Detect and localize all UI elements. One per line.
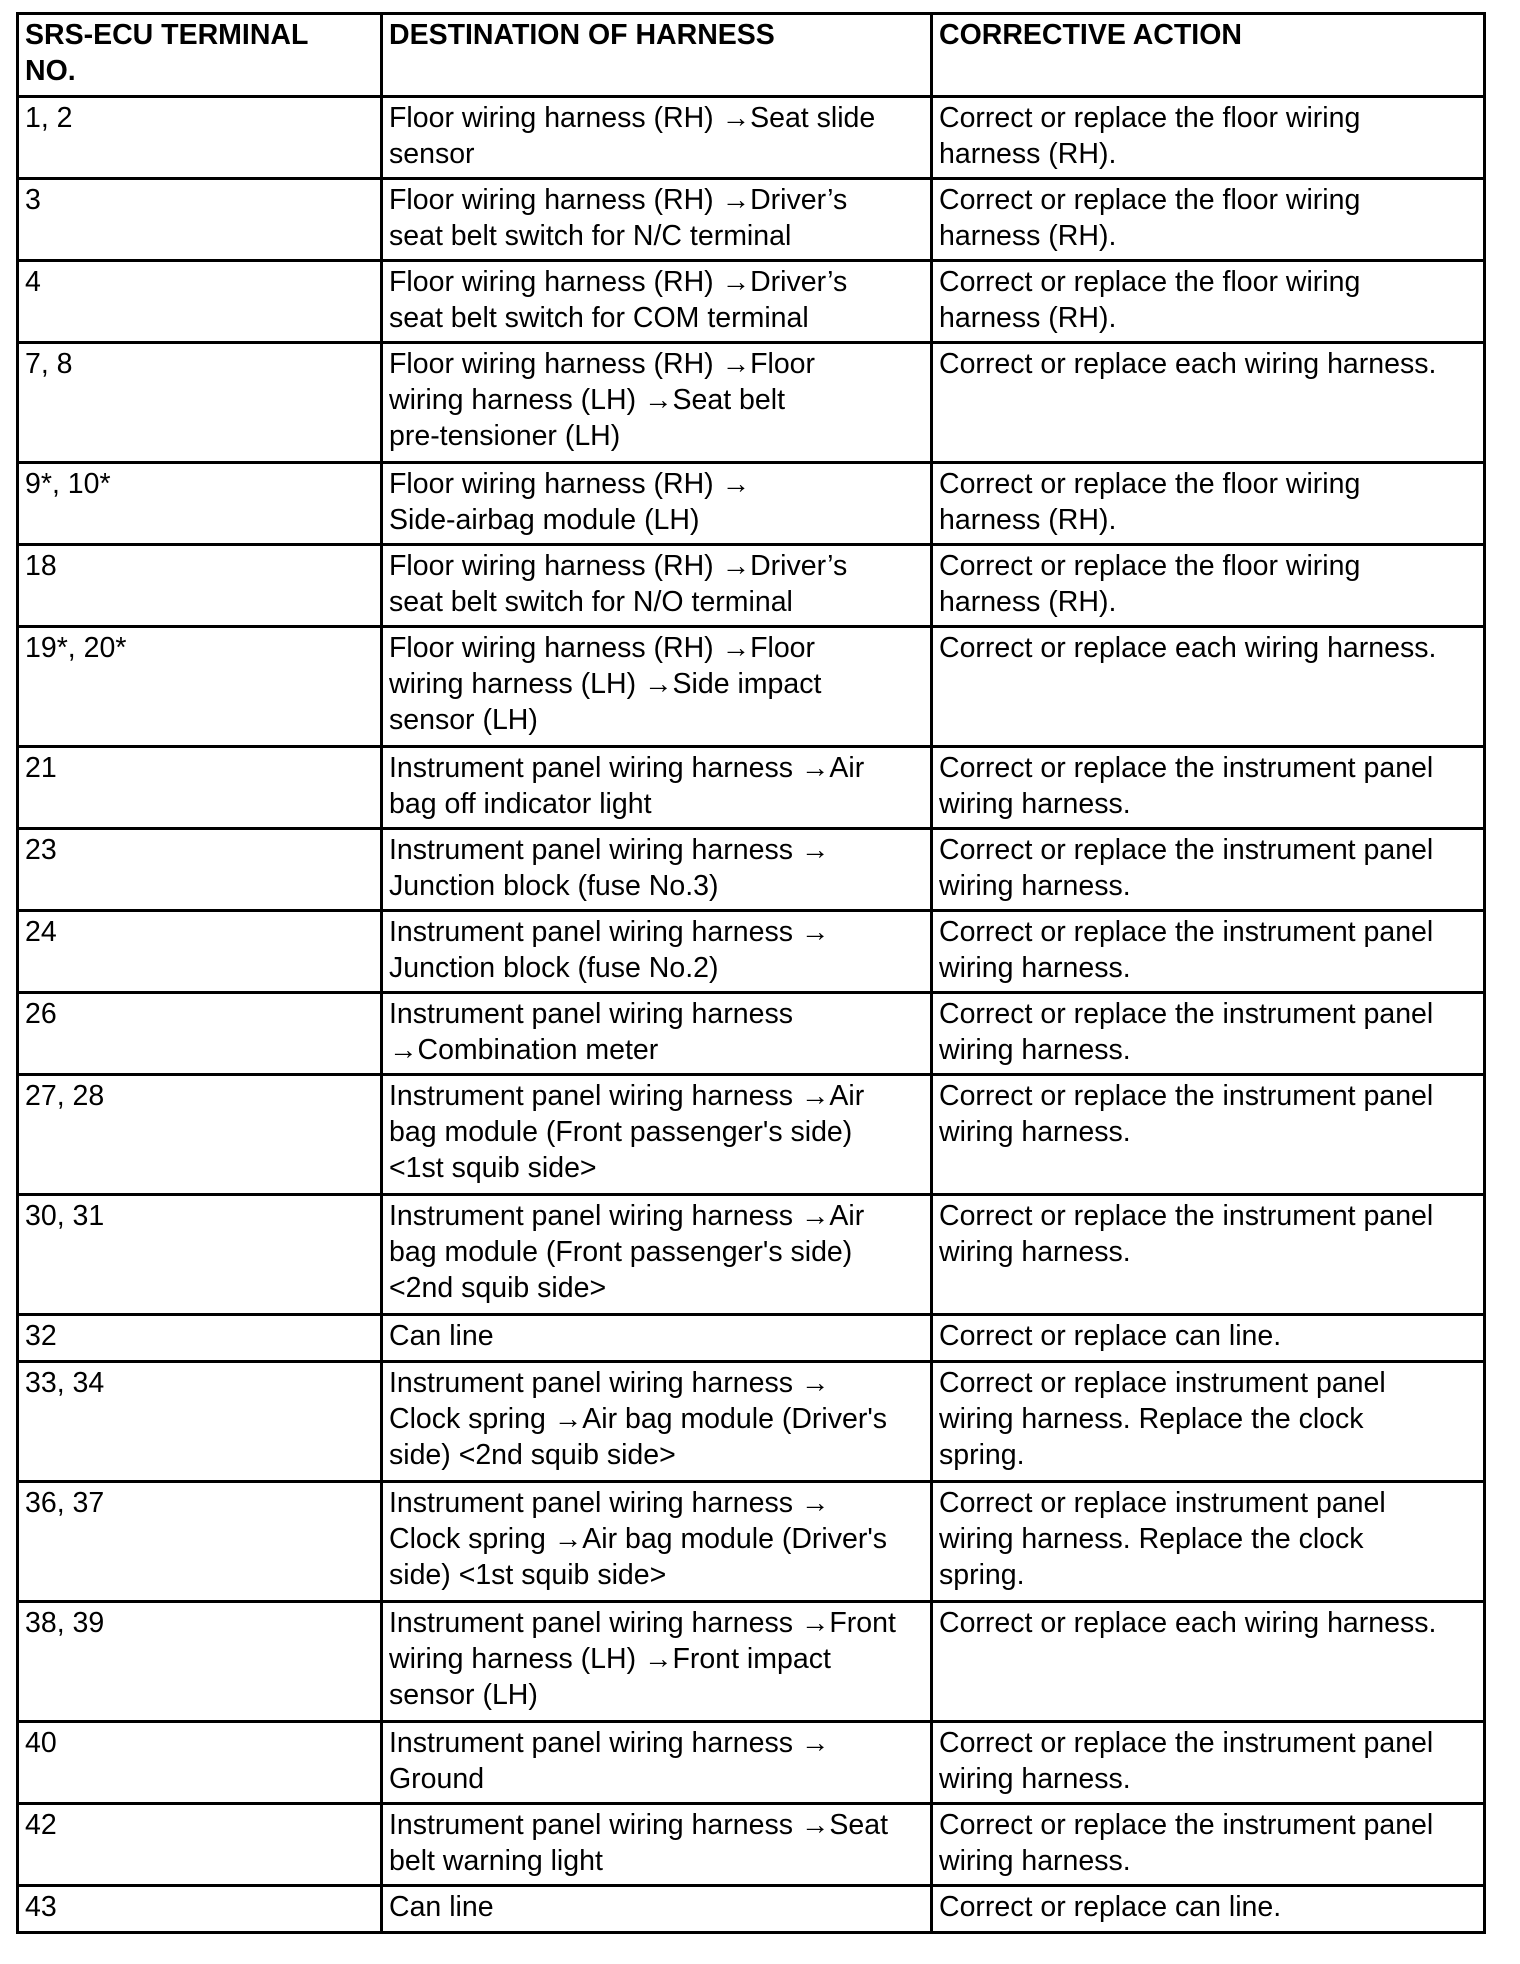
cell-corrective-action-line: Correct or replace each wiring harness. (939, 1607, 1437, 1639)
cell-destination-line: wiring harness (LH) →Side impact (389, 668, 822, 700)
table-row (18, 1075, 1485, 1195)
cell-corrective-action (932, 1362, 1485, 1482)
cell-corrective-action-line: wiring harness. (939, 952, 1131, 984)
cell-corrective-action (932, 747, 1485, 829)
table-row (18, 1804, 1485, 1886)
cell-terminal-no-line: 40 (25, 1727, 57, 1759)
cell-destination-line: seat belt switch for N/O terminal (389, 586, 793, 618)
table-row (18, 1315, 1485, 1362)
cell-destination-line: Side-airbag module (LH) (389, 504, 700, 536)
cell-destination-line: side) <2nd squib side> (389, 1439, 676, 1471)
cell-corrective-action-line: Correct or replace the floor wiring (939, 184, 1361, 216)
cell-terminal-no (18, 1315, 382, 1362)
cell-terminal-no (18, 911, 382, 993)
table-row (18, 829, 1485, 911)
cell-destination (382, 1362, 932, 1482)
cell-destination (382, 343, 932, 463)
cell-destination (382, 1722, 932, 1804)
cell-corrective-action-line: Correct or replace instrument panel (939, 1367, 1386, 1399)
cell-destination-line: Floor wiring harness (RH) →Seat slide (389, 102, 876, 134)
cell-destination (382, 993, 932, 1075)
table-row (18, 545, 1485, 627)
table-row (18, 97, 1485, 179)
cell-destination-line: Instrument panel wiring harness → (389, 834, 830, 866)
cell-terminal-no-line: 19*, 20* (25, 632, 127, 664)
header-line: SRS-ECU TERMINAL (25, 19, 309, 51)
table-row (18, 1722, 1485, 1804)
cell-terminal-no-line: 43 (25, 1891, 57, 1923)
cell-corrective-action (932, 97, 1485, 179)
cell-destination-line: Floor wiring harness (RH) →Driver’s (389, 266, 848, 298)
cell-corrective-action-line: Correct or replace the instrument panel (939, 1200, 1434, 1232)
cell-corrective-action-line: Correct or replace the instrument panel (939, 1080, 1434, 1112)
cell-destination (382, 911, 932, 993)
header-row (18, 14, 1485, 97)
header-line: CORRECTIVE ACTION (939, 19, 1242, 51)
cell-terminal-no-line: 21 (25, 752, 57, 784)
cell-destination-line: Instrument panel wiring harness → (389, 1367, 830, 1399)
table-row (18, 463, 1485, 545)
cell-corrective-action (932, 911, 1485, 993)
cell-corrective-action-line: wiring harness. Replace the clock (939, 1403, 1364, 1435)
cell-destination (382, 1195, 932, 1315)
cell-terminal-no (18, 1602, 382, 1722)
cell-terminal-no (18, 1804, 382, 1886)
cell-terminal-no-line: 23 (25, 834, 57, 866)
header-line: NO. (25, 55, 76, 87)
cell-destination-line: <1st squib side> (389, 1152, 597, 1184)
cell-terminal-no (18, 545, 382, 627)
cell-terminal-no-line: 3 (25, 184, 41, 216)
cell-terminal-no-line: 18 (25, 550, 57, 582)
cell-destination (382, 1804, 932, 1886)
cell-destination-line: Ground (389, 1763, 485, 1795)
cell-destination-line: wiring harness (LH) →Front impact (389, 1643, 831, 1675)
cell-terminal-no-line: 7, 8 (25, 348, 73, 380)
cell-corrective-action-line: spring. (939, 1559, 1025, 1591)
cell-corrective-action (932, 1886, 1485, 1933)
cell-terminal-no-line: 27, 28 (25, 1080, 105, 1112)
cell-corrective-action-line: harness (RH). (939, 220, 1117, 252)
cell-terminal-no-line: 33, 34 (25, 1367, 105, 1399)
cell-destination-line: Instrument panel wiring harness →Seat (389, 1809, 889, 1841)
cell-destination (382, 261, 932, 343)
cell-corrective-action (932, 545, 1485, 627)
cell-corrective-action-line: harness (RH). (939, 302, 1117, 334)
table-row (18, 179, 1485, 261)
cell-terminal-no (18, 261, 382, 343)
cell-corrective-action-line: Correct or replace the floor wiring (939, 468, 1361, 500)
cell-terminal-no (18, 829, 382, 911)
cell-terminal-no-line: 42 (25, 1809, 57, 1841)
cell-destination (382, 1602, 932, 1722)
header-terminal-no (18, 14, 382, 97)
cell-corrective-action (932, 829, 1485, 911)
cell-corrective-action (932, 261, 1485, 343)
cell-destination (382, 463, 932, 545)
cell-terminal-no-line: 26 (25, 998, 57, 1030)
cell-corrective-action (932, 179, 1485, 261)
cell-destination (382, 627, 932, 747)
cell-corrective-action-line: Correct or replace the floor wiring (939, 102, 1361, 134)
cell-corrective-action-line: Correct or replace the instrument panel (939, 752, 1434, 784)
cell-corrective-action-line: Correct or replace instrument panel (939, 1487, 1386, 1519)
table-row (18, 343, 1485, 463)
cell-corrective-action (932, 993, 1485, 1075)
cell-destination-line: Instrument panel wiring harness →Front (389, 1607, 896, 1639)
cell-terminal-no-line: 1, 2 (25, 102, 73, 134)
table-row (18, 1362, 1485, 1482)
cell-destination-line: Can line (389, 1891, 494, 1923)
cell-destination-line: sensor (LH) (389, 1679, 538, 1711)
srs-terminal-table (16, 12, 1486, 1934)
header-line: DESTINATION OF HARNESS (389, 19, 775, 51)
cell-terminal-no (18, 993, 382, 1075)
cell-corrective-action (932, 1075, 1485, 1195)
header-destination (382, 14, 932, 97)
cell-corrective-action-line: Correct or replace the instrument panel (939, 998, 1434, 1030)
cell-corrective-action (932, 1722, 1485, 1804)
cell-destination (382, 1482, 932, 1602)
cell-destination-line: Junction block (fuse No.2) (389, 952, 719, 984)
cell-terminal-no (18, 179, 382, 261)
header-corrective-action (932, 14, 1485, 97)
cell-destination-line: wiring harness (LH) →Seat belt (389, 384, 785, 416)
cell-destination-line: Can line (389, 1320, 494, 1352)
cell-corrective-action-line: wiring harness. (939, 1236, 1131, 1268)
cell-corrective-action (932, 1602, 1485, 1722)
cell-corrective-action (932, 1315, 1485, 1362)
cell-corrective-action (932, 343, 1485, 463)
cell-terminal-no-line: 36, 37 (25, 1487, 105, 1519)
cell-terminal-no (18, 463, 382, 545)
cell-corrective-action-line: wiring harness. (939, 870, 1131, 902)
table-row (18, 1482, 1485, 1602)
table-row (18, 1602, 1485, 1722)
cell-terminal-no-line: 4 (25, 266, 41, 298)
cell-corrective-action-line: Correct or replace the instrument panel (939, 916, 1434, 948)
cell-terminal-no (18, 1075, 382, 1195)
cell-destination-line: Floor wiring harness (RH) →Driver’s (389, 184, 848, 216)
table-row (18, 627, 1485, 747)
cell-terminal-no (18, 1722, 382, 1804)
cell-corrective-action-line: wiring harness. (939, 788, 1131, 820)
cell-destination-line: Instrument panel wiring harness → (389, 1487, 830, 1519)
cell-corrective-action-line: Correct or replace each wiring harness. (939, 348, 1437, 380)
cell-destination-line: Clock spring →Air bag module (Driver's (389, 1523, 888, 1555)
cell-corrective-action-line: Correct or replace the floor wiring (939, 550, 1361, 582)
cell-destination-line: Instrument panel wiring harness → (389, 916, 830, 948)
cell-destination-line: Floor wiring harness (RH) →Driver’s (389, 550, 848, 582)
cell-destination-line: bag module (Front passenger's side) (389, 1116, 853, 1148)
cell-destination-line: Floor wiring harness (RH) →Floor (389, 348, 816, 380)
cell-destination-line: pre-tensioner (LH) (389, 420, 621, 452)
cell-corrective-action-line: wiring harness. (939, 1116, 1131, 1148)
cell-corrective-action-line: harness (RH). (939, 138, 1117, 170)
table-row (18, 261, 1485, 343)
cell-corrective-action (932, 1482, 1485, 1602)
cell-corrective-action-line: Correct or replace can line. (939, 1891, 1282, 1923)
cell-destination-line: →Combination meter (389, 1034, 659, 1066)
cell-destination-line: belt warning light (389, 1845, 603, 1877)
cell-destination-line: Instrument panel wiring harness →Air (389, 1080, 865, 1112)
cell-terminal-no-line: 30, 31 (25, 1200, 105, 1232)
cell-terminal-no (18, 1362, 382, 1482)
cell-terminal-no (18, 97, 382, 179)
cell-corrective-action-line: Correct or replace the instrument panel (939, 1809, 1434, 1841)
cell-destination-line: side) <1st squib side> (389, 1559, 667, 1591)
cell-destination-line: Floor wiring harness (RH) →Floor (389, 632, 816, 664)
cell-destination-line: bag off indicator light (389, 788, 652, 820)
cell-corrective-action-line: spring. (939, 1439, 1025, 1471)
cell-destination (382, 545, 932, 627)
table-body (18, 97, 1485, 1933)
cell-destination-line: <2nd squib side> (389, 1272, 607, 1304)
cell-destination-line: sensor (LH) (389, 704, 538, 736)
cell-terminal-no-line: 38, 39 (25, 1607, 105, 1639)
cell-terminal-no-line: 24 (25, 916, 57, 948)
cell-corrective-action-line: Correct or replace the instrument panel (939, 1727, 1434, 1759)
cell-corrective-action-line: wiring harness. (939, 1763, 1131, 1795)
table-row (18, 1886, 1485, 1933)
cell-destination-line: Clock spring →Air bag module (Driver's (389, 1403, 888, 1435)
cell-corrective-action-line: harness (RH). (939, 504, 1117, 536)
cell-corrective-action-line: wiring harness. (939, 1034, 1131, 1066)
cell-corrective-action (932, 1804, 1485, 1886)
cell-corrective-action-line: harness (RH). (939, 586, 1117, 618)
cell-corrective-action (932, 1195, 1485, 1315)
cell-destination-line: Junction block (fuse No.3) (389, 870, 719, 902)
cell-destination (382, 747, 932, 829)
cell-terminal-no (18, 747, 382, 829)
cell-destination (382, 1886, 932, 1933)
cell-terminal-no (18, 1195, 382, 1315)
cell-corrective-action (932, 463, 1485, 545)
cell-destination (382, 179, 932, 261)
cell-terminal-no-line: 9*, 10* (25, 468, 111, 500)
cell-destination-line: seat belt switch for N/C terminal (389, 220, 792, 252)
cell-terminal-no (18, 1482, 382, 1602)
cell-corrective-action-line: Correct or replace can line. (939, 1320, 1282, 1352)
cell-terminal-no (18, 627, 382, 747)
cell-destination (382, 829, 932, 911)
cell-destination-line: Floor wiring harness (RH) → (389, 468, 751, 500)
cell-destination-line: Instrument panel wiring harness →Air (389, 1200, 865, 1232)
cell-destination-line: seat belt switch for COM terminal (389, 302, 809, 334)
cell-destination-line: Instrument panel wiring harness (389, 998, 793, 1030)
table-row (18, 747, 1485, 829)
table-row (18, 911, 1485, 993)
cell-corrective-action-line: Correct or replace the instrument panel (939, 834, 1434, 866)
cell-destination (382, 1315, 932, 1362)
cell-corrective-action-line: wiring harness. (939, 1845, 1131, 1877)
cell-corrective-action (932, 627, 1485, 747)
cell-destination-line: Instrument panel wiring harness → (389, 1727, 830, 1759)
cell-corrective-action-line: Correct or replace the floor wiring (939, 266, 1361, 298)
cell-destination-line: sensor (389, 138, 475, 170)
cell-destination (382, 97, 932, 179)
cell-terminal-no (18, 1886, 382, 1933)
table-header (18, 14, 1485, 97)
cell-corrective-action-line: Correct or replace each wiring harness. (939, 632, 1437, 664)
cell-terminal-no-line: 32 (25, 1320, 57, 1352)
cell-destination-line: Instrument panel wiring harness →Air (389, 752, 865, 784)
cell-corrective-action-line: wiring harness. Replace the clock (939, 1523, 1364, 1555)
cell-destination (382, 1075, 932, 1195)
cell-terminal-no (18, 343, 382, 463)
table-row (18, 1195, 1485, 1315)
cell-destination-line: bag module (Front passenger's side) (389, 1236, 853, 1268)
table-row (18, 993, 1485, 1075)
